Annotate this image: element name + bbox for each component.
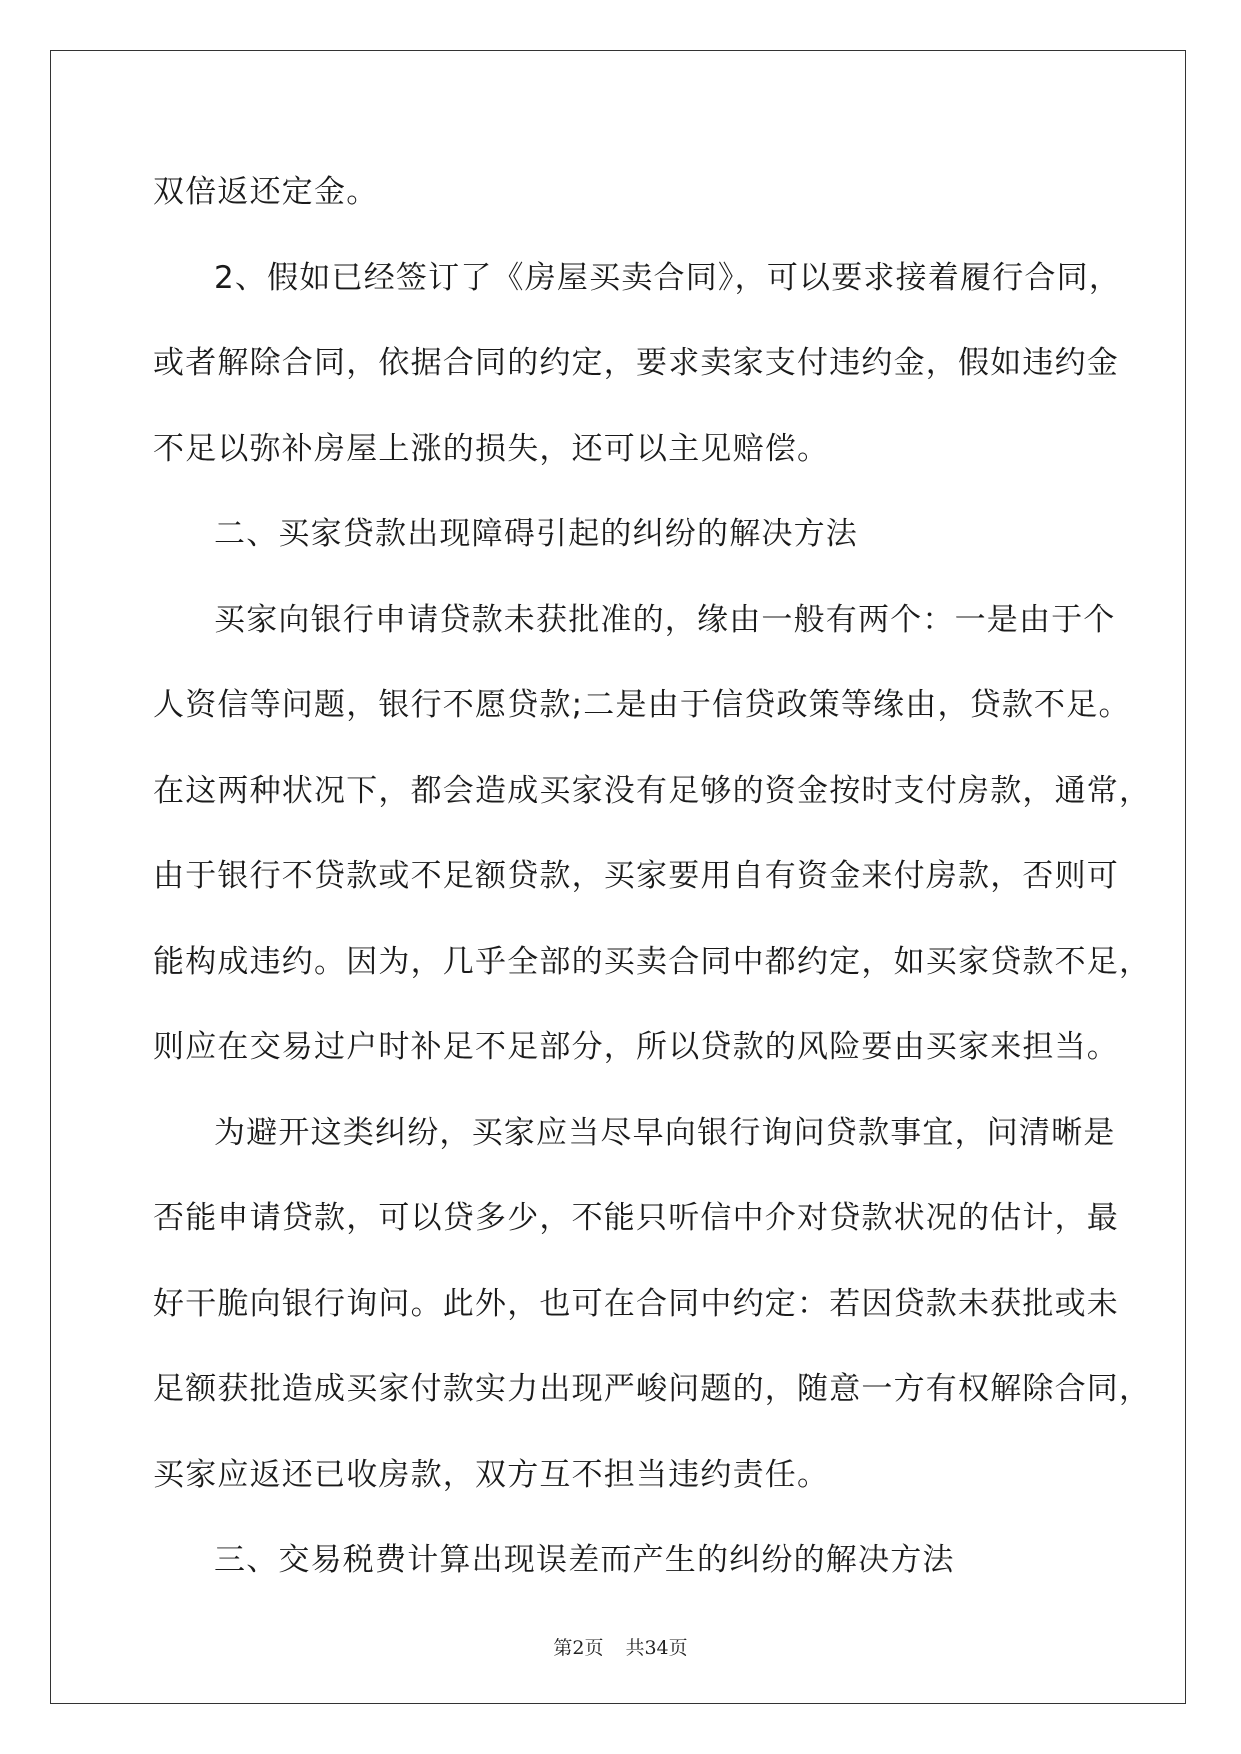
section-heading: 三、交易税费计算出现误差而产生的纠纷的解决方法	[214, 1542, 955, 1578]
body-line: 否能申请贷款，可以贷多少，不能只听信中介对贷款状况的估计，最	[153, 1200, 1119, 1236]
page-footer	[0, 1636, 1241, 1660]
section-heading: 二、买家贷款出现障碍引起的纠纷的解决方法	[214, 516, 858, 552]
body-line: 足额获批造成买家付款实力出现严峻问题的，随意一方有权解除合同，	[153, 1371, 1152, 1407]
page-number: 第2页	[553, 1637, 604, 1659]
body-line: 不足以弥补房屋上涨的损失，还可以主见赔偿。	[153, 431, 830, 467]
body-line: 2、假如已经签订了《房屋买卖合同》，可以要求接着履行合同，	[214, 260, 1122, 296]
body-line: 买家向银行申请贷款未获批准的，缘由一般有两个：一是由于个	[214, 602, 1116, 638]
body-line: 或者解除合同，依据合同的约定，要求卖家支付违约金，假如违约金	[153, 345, 1119, 381]
body-line: 买家应返还已收房款，双方互不担当违约责任。	[153, 1457, 830, 1493]
body-line: 由于银行不贷款或不足额贷款，买家要用自有资金来付房款，否则可	[153, 858, 1119, 894]
body-line: 好干脆向银行询问。此外，也可在合同中约定：若因贷款未获批或未	[153, 1286, 1119, 1322]
body-line: 在这两种状况下，都会造成买家没有足够的资金按时支付房款，通常，	[153, 773, 1152, 809]
body-line: 则应在交易过户时补足不足部分，所以贷款的风险要由买家来担当。	[153, 1029, 1119, 1065]
body-line: 双倍返还定金。	[153, 174, 379, 210]
body-line: 人资信等问题，银行不愿贷款;二是由于信贷政策等缘由，贷款不足。	[153, 687, 1131, 723]
page-total: 共34页	[625, 1637, 688, 1659]
body-line: 为避开这类纠纷，买家应当尽早向银行询问贷款事宜，问清晰是	[214, 1115, 1116, 1151]
body-line: 能构成违约。因为，几乎全部的买卖合同中都约定，如买家贷款不足，	[153, 944, 1152, 980]
